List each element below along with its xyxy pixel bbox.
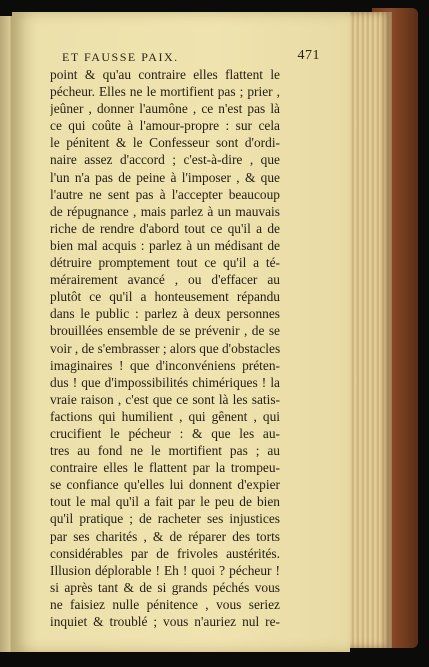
text-line: inquiet & troublé ; vous n'auriez nul re- <box>50 614 280 629</box>
text-line: considérables par de frivoles austérités. <box>50 545 280 561</box>
text-line: mérairement avancé , ou d'effacer au <box>50 272 280 288</box>
text-line: l'un n'a pas de peine à l'imposer , & que <box>50 169 280 185</box>
page-number: 471 <box>297 48 320 63</box>
text-line: vraie raison , c'est que ce sont là les satis- <box>50 391 280 407</box>
text-line: ce qui coûte à l'amour-propre : sur cela <box>50 118 280 134</box>
text-line: brouillées ensemble de se prévenir , de se <box>50 323 280 339</box>
text-line: dans le public : parlez à deux personnes <box>50 306 280 322</box>
text-line: riche de rendre d'abord tout ce qu'il a de <box>50 220 280 236</box>
running-head <box>50 48 350 68</box>
text-line: jeûner , donner l'aumône , ce n'est pas là <box>50 101 280 117</box>
text-line: l'autre ne sent pas à l'accepter beaucoup <box>50 186 280 202</box>
text-line: pécheur. Elles ne le mortifient pas ; prier , <box>50 84 280 100</box>
text-line: tout le mal qu'il a fait par le peu de bien <box>50 494 280 510</box>
text-line: de répugnance , mais parlez à un mauvais <box>50 203 280 219</box>
text-line: tres au fond ne le mortifient pas ; au <box>50 443 280 459</box>
running-title: ET FAUSSE PAIX. <box>62 50 179 64</box>
text-line: se confiance qu'elles lui donnent d'expier <box>50 477 280 493</box>
text-line: dus ! que d'impossibilités chimériques ! la <box>50 374 280 390</box>
text-line: voir , de s'embrasser ; alors que d'obstacles <box>50 340 280 356</box>
body-text <box>50 66 280 630</box>
text-line: le pénitent & le Confesseur sont d'ordi- <box>50 135 280 151</box>
text-line: par ses charités , & de réparer des torts <box>50 528 280 544</box>
text-line: naire assez d'accord ; c'est-à-dire , que <box>50 152 280 168</box>
text-line: contraire elles le flattent par la trompeu- <box>50 460 280 476</box>
text-line: point & qu'au contraire elles flattent le <box>50 67 280 82</box>
text-line: crucifient le pécheur : & que les au- <box>50 425 280 441</box>
text-line: factions qui humilient , qui gênent , qui <box>50 408 280 424</box>
text-line: détruire promptement tout ce qu'il a té- <box>50 255 280 271</box>
text-line: imaginaires ! que d'inconvéniens préten- <box>50 357 280 373</box>
text-line: si après tant & de si grands péchés vous <box>50 579 280 595</box>
text-line: Illusion déplorable ! Eh ! quoi ? pécheur ! <box>50 562 280 578</box>
text-line: qu'il pratique ; de racheter ses injustices <box>50 511 280 527</box>
text-line: bien mal acquis : parlez à un médisant de <box>50 237 280 253</box>
text-line: plutôt ce qu'il a honteusement répandu <box>50 289 280 305</box>
text-line: ne faisiez nulle pénitence , vous seriez <box>50 596 280 612</box>
